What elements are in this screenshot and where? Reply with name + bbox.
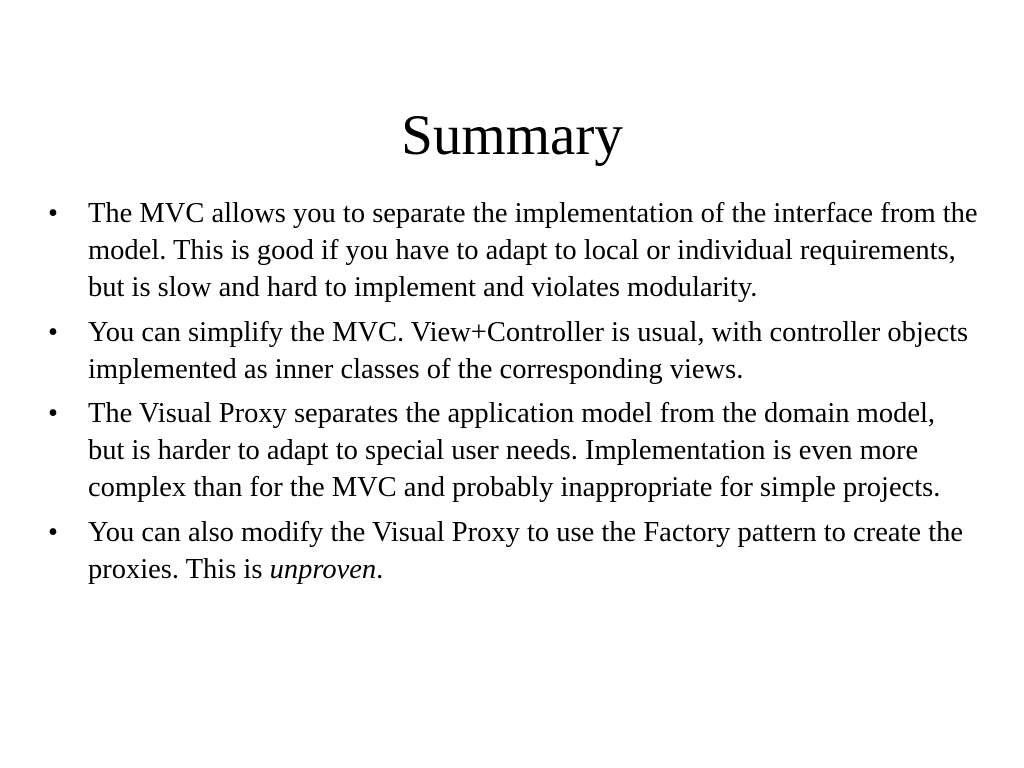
bullet-list (48, 195, 978, 595)
bullet-item (48, 314, 978, 388)
bullet-item (48, 195, 978, 306)
bullet-text-after: . (376, 553, 384, 585)
bullet-text: The MVC allows you to separate the implementation of the interface from the model. This is good if you have to adapt to local or individual requirements, but is slow and hard to implement and violates modularity. (88, 198, 978, 303)
bullet-emphasis: unproven (269, 553, 377, 585)
bullet-icon: • (48, 198, 58, 229)
bullet-icon: • (48, 516, 58, 548)
bullet-item (48, 395, 978, 506)
bullet-text-before: You can also modify the Visual Proxy to use the Factory pattern to create the proxies. This is (88, 516, 964, 585)
slide-title: Summary (401, 104, 623, 167)
bullet-icon: • (48, 316, 58, 348)
bullet-text: You can simplify the MVC. View+Controller is usual, with controller objects implemented as inner classes of the corresponding views. (88, 316, 969, 385)
bullet-item (48, 514, 978, 588)
bullet-icon: • (48, 398, 58, 429)
bullet-text: The Visual Proxy separates the application model from the domain model, but is harder to adapt to special user needs. Implementation is even more complex than for the MVC and probably inappropriate for simple projects. (88, 398, 941, 503)
